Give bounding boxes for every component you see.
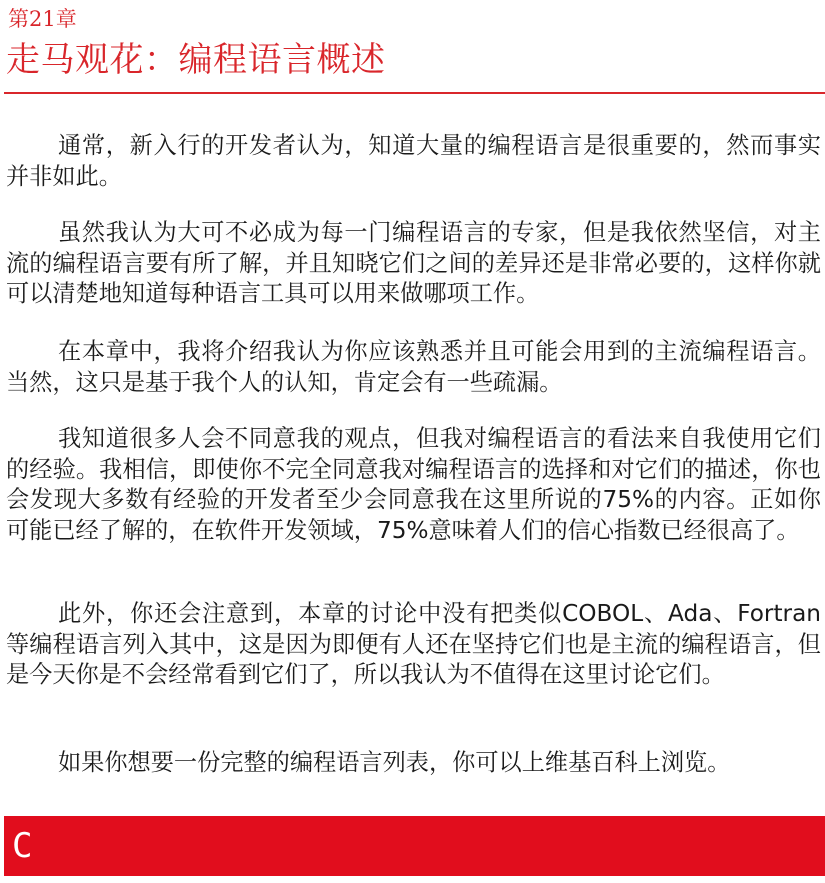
chapter-label: 第21章 xyxy=(8,7,77,31)
section-header-bar xyxy=(4,816,825,876)
chapter-title: 走马观花：编程语言概述 xyxy=(6,40,386,80)
paragraph-6: 如果你想要一份完整的编程语言列表，你可以上维基百科上浏览。 xyxy=(58,749,731,776)
section-letter: C xyxy=(12,826,33,866)
paragraph-2: 虽然我认为大可不必成为每一门编程语言的专家，但是我依然坚信，对主流的编程语言要有所了解，并且知晓它们之间的差异还是非常必要的，这样你就可以清楚地知道每种语言工具可以用来做哪项工作。 xyxy=(6,219,821,307)
paragraph-5: 此外，你还会注意到，本章的讨论中没有把类似COBOL、Ada、Fortran等编程语言列入其中，这是因为即便有人还在坚持它们也是主流的编程语言，但是今天你是不会经常看到它们了，所以我认为不值得在这里讨论它们。 xyxy=(6,600,821,688)
paragraph-1: 通常，新入行的开发者认为，知道大量的编程语言是很重要的，然而事实并非如此。 xyxy=(6,132,821,190)
title-divider xyxy=(4,92,825,94)
paragraph-4: 我知道很多人会不同意我的观点，但我对编程语言的看法来自我使用它们的经验。我相信，即使你不完全同意我对编程语言的选择和对它们的描述，你也会发现大多数有经验的开发者至少会同意我在这里所说的75%的内容。正如你可能已经了解的，在软件开发领域，75%意味着人们的信心指数已经很高了。 xyxy=(6,425,821,544)
paragraph-3: 在本章中，我将介绍我认为你应该熟悉并且可能会用到的主流编程语言。当然，这只是基于我个人的认知，肯定会有一些疏漏。 xyxy=(6,338,821,396)
